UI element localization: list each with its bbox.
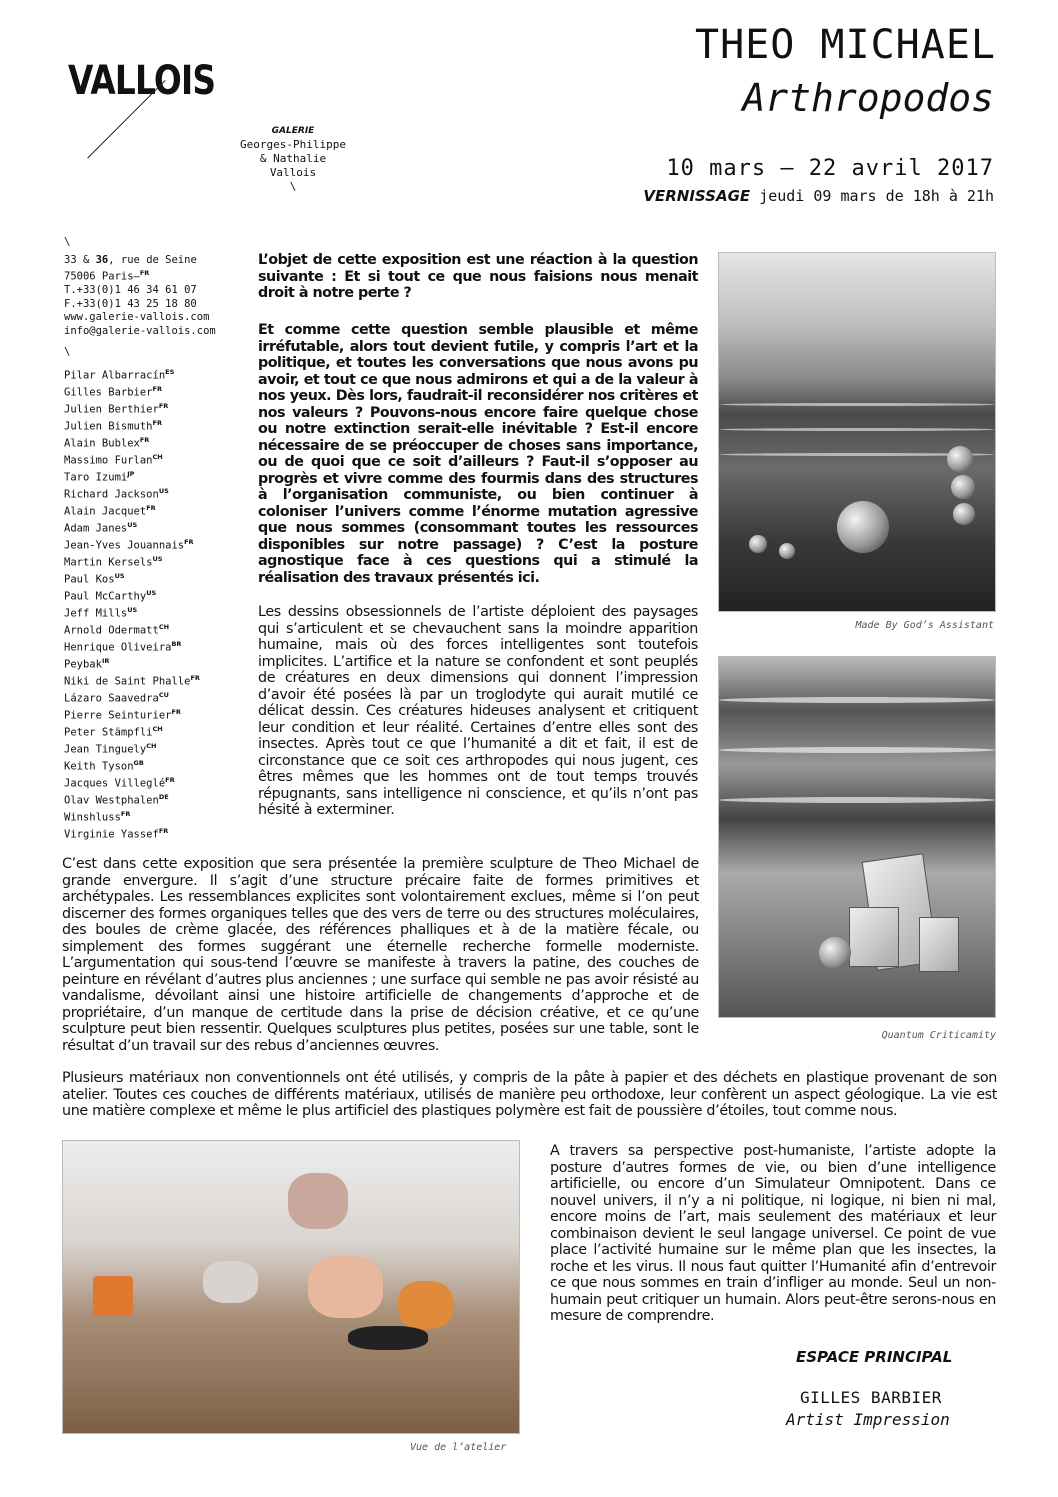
artist-list-item <box>64 366 234 383</box>
artists-list <box>64 366 234 842</box>
vernissage-label: VERNISSAGE <box>643 187 751 205</box>
artist-country-code: CH <box>152 724 163 733</box>
address-line <box>64 254 234 268</box>
artist-list-name: Peter Stämpfli <box>64 726 153 738</box>
artist-list-item <box>64 723 234 740</box>
artist-list-name: Alain Bublex <box>64 437 140 449</box>
artist-list-item <box>64 825 234 842</box>
fax: F.+33(0)1 43 25 18 80 <box>64 297 197 310</box>
artist-list-name: Alain Jacquet <box>64 505 147 517</box>
artist-list-name: Pilar Albarracín <box>64 369 166 381</box>
gallery-owners-block <box>228 124 358 194</box>
artist-country-code: FR <box>152 384 162 393</box>
image1-wave <box>719 403 995 406</box>
image2-wave <box>719 797 995 803</box>
artist-list-item <box>64 400 234 417</box>
studio-object <box>203 1261 258 1303</box>
artist-country-code: FR <box>171 707 181 716</box>
space-label: ESPACE PRINCIPAL <box>796 1348 953 1366</box>
artist-list-name: Paul McCarthy <box>64 590 147 602</box>
artist-country-code: FR <box>158 401 169 410</box>
vernissage-detail: jeudi 09 mars de 18h à 21h <box>759 187 994 205</box>
artist-list-name: Pierre Seinturier <box>64 709 172 721</box>
artist-country-code: FR <box>190 673 200 682</box>
artist-list-item <box>64 536 234 553</box>
image2-block <box>919 917 959 972</box>
artist-list-name: Massimo Furlan <box>64 454 153 466</box>
artist-list-item <box>64 791 234 808</box>
studio-object <box>93 1276 133 1316</box>
artwork-image-made-by-gods-assistant <box>718 252 996 612</box>
artist-list-name: Paul Kos <box>64 573 115 585</box>
address-prefix: 33 & <box>64 253 96 266</box>
artist-list-name: Olav Westphalen <box>64 794 159 806</box>
posthumanist-paragraph: A travers sa perspective post-humaniste, l’artiste adopte la posture d’autres formes de vie, ou bien d’une intelligence artificielle, ou encore d’un Simulateur Omnipotent. Dans ce nouvel univers, il n’y a ni politique, ni logique, ni bien ni mal, encore moins de l’art, mais seulement des matériaux et leur combinaison devient le seul langage universel. Ce point de vue place l’activité humaine sur le même plan que les insectes, la roche et les virus. Il nous faut quitter l’Humanité afin d’entrevoir ce que nous sommes en train d’infliger au monde. Seul un non-humain peut critiquer un humain. Alors peut-être serons-nous en mesure de comprendre. <box>550 1143 996 1324</box>
artist-list-name: Martin Kersels <box>64 556 153 568</box>
artist-country-code: US <box>158 486 169 495</box>
artwork-image-quantum-criticamity <box>718 656 996 1018</box>
caption-image1: Made By God’s Assistant <box>855 620 994 631</box>
image2-wave <box>719 747 995 753</box>
city-line <box>64 267 234 284</box>
artist-list-item <box>64 638 234 655</box>
other-exhibition-title: Artist Impression <box>786 1410 950 1429</box>
artist-list-name: Jeff Mills <box>64 607 128 619</box>
image1-sphere <box>953 503 975 525</box>
artist-list-item <box>64 604 234 621</box>
artist-country-code: ES <box>165 367 175 376</box>
drawings-paragraph: Les dessins obsessionnels de l’artiste déploient des paysages qui s’articulent et se chevauchent sans la moindre apparition humaine, mais où des forces intelligentes sont toutefois implicites. L’artifice et la nature se confondent et sont peuplés de créatures en deux dimensions qui donnent l’impression d’avoir été posées là par un troglodyte qui aurait mutilé ce délicat dessin. Ces créatures hideuses analysent et critiquent leur condition et leur réalité. Certaines d’entre elles sont des insectes. Après tout ce que l’humanité a dit et fait, il est de circonstance que ce soit ces arthropodes qui nous jugent, ces êtres mêmes que les hommes ont de tout temps trouvés répugnants, sans intelligence ni conscience, et qu’ils n’ont pas hésité à exterminer. <box>258 604 698 818</box>
artist-list-item <box>64 485 234 502</box>
artist-list-name: Adam Janes <box>64 522 128 534</box>
artist-list-item <box>64 553 234 570</box>
artist-country-code: IR <box>101 656 110 665</box>
artist-list-name: Peybak <box>64 658 102 670</box>
image1-sphere <box>951 475 975 499</box>
materials-paragraph: Plusieurs matériaux non conventionnels ont été utilisés, y compris de la pâte à papier et des déchets en plastique provenant de son atelier. Toutes ces couches de différents matériaux, utilisés de manière peu orthodoxe, leur confèrent un aspect géologique. La vie est une matière complexe et même le plus artificiel des plastiques polymère est fait de poussière d’étoiles, tout comme nous. <box>62 1070 997 1119</box>
image2-sphere <box>819 937 851 969</box>
image1-sphere <box>749 535 767 553</box>
artist-list-name: Niki de Saint Phalle <box>64 675 191 687</box>
artist-country-code: US <box>114 571 125 580</box>
owners-tick: \ <box>289 180 297 193</box>
artist-country-code: CH <box>158 622 170 631</box>
exhibition-title: Arthropodos <box>742 76 994 120</box>
artist-name: THEO MICHAEL <box>695 22 996 68</box>
artist-list-name: Jacques Villeglé <box>64 777 166 789</box>
artist-country-code: CH <box>146 741 157 750</box>
artist-list-item <box>64 621 234 638</box>
artist-list-name: Jean-Yves Jouannais <box>64 539 185 551</box>
artist-country-code: DE <box>158 792 169 801</box>
artist-country-code: JP <box>127 469 135 478</box>
artist-list-item <box>64 808 234 825</box>
artist-list-item <box>64 740 234 757</box>
image1-sphere <box>837 501 889 553</box>
artist-country-code: US <box>152 554 163 563</box>
artist-country-code: FR <box>165 775 175 784</box>
studio-object <box>398 1281 453 1329</box>
artist-country-code: FR <box>120 809 131 818</box>
artist-list-name: Virginie Yassef <box>64 828 159 840</box>
artist-list-item <box>64 706 234 723</box>
artist-list-name: Jean Tinguely <box>64 743 147 755</box>
artist-country-code: FR <box>139 435 150 444</box>
artist-list-name: Taro Izumi <box>64 471 128 483</box>
studio-object <box>308 1256 383 1318</box>
image2-wave <box>719 697 995 703</box>
artist-list-item <box>64 417 234 434</box>
gallery-logo: VALLOIS <box>68 58 216 104</box>
artist-list-item <box>64 468 234 485</box>
image1-sphere <box>779 543 795 559</box>
artist-list-name: Arnold Odermatt <box>64 624 159 636</box>
artist-list-item <box>64 383 234 400</box>
artist-list-name: Henrique Oliveira <box>64 641 172 653</box>
artist-list-item <box>64 451 234 468</box>
caption-image3: Vue de l’atelier <box>410 1442 507 1453</box>
exhibition-dates: 10 mars – 22 avril 2017 <box>666 156 994 181</box>
artist-country-code: CU <box>158 690 169 699</box>
artist-list-item <box>64 757 234 774</box>
artist-list-item <box>64 689 234 706</box>
intro-paragraph: Et comme cette question semble plausible et même irréfutable, alors tout devient futile, y compris l’art et la politique, et toutes les conversations que nous avons pu avoir, et tout ce que nous admirons et qui a de la valeur à nos yeux. Dès lors, faudrait-il reconsidérer nos critères et nos valeurs ? Pouvons-nous encore faire quelque chose ou notre extinction serait-elle inévitable ? Est-il encore nécessaire de se préoccuper de choses sans importance, ou de quoi que ce soit d’ailleurs ? Faut-il s’opposer au progrès et vivre comme des fourmis dans des structures à l’organisation communiste, ou bien continuer à coloniser l’univers comme l’énorme mutation agressive que nous sommes (consommant toutes les ressources disponibles sur notre passage) ? C’est la posture agnostique face à ces questions qui a stimulé la réalisation des travaux présentés ici. <box>258 322 698 586</box>
artist-list-name: Richard Jackson <box>64 488 159 500</box>
artist-list-item <box>64 655 234 672</box>
artist-country-code: FR <box>158 826 169 835</box>
sidebar <box>64 234 234 842</box>
artist-country-code: US <box>127 605 138 614</box>
artist-list-name: Winshluss <box>64 811 121 823</box>
artist-country-code: FR <box>152 418 162 427</box>
gallery-label: GALERIE <box>271 126 315 136</box>
artist-list-name: Gilles Barbier <box>64 386 153 398</box>
image2-block <box>849 907 899 967</box>
artist-country-code: US <box>127 520 138 529</box>
artists-tick: \ <box>64 346 71 358</box>
owners-line-2: & Nathalie <box>259 152 327 165</box>
owners-line-1: Georges-Philippe <box>240 138 346 151</box>
studio-object <box>348 1326 428 1350</box>
artist-list-item <box>64 570 234 587</box>
artist-list-item <box>64 502 234 519</box>
image1-wave <box>719 428 995 431</box>
artist-list-item <box>64 587 234 604</box>
address-suffix: , rue de Seine <box>108 253 197 266</box>
website-link[interactable]: www.galerie-vallois.com <box>64 311 210 323</box>
other-artist-name: GILLES BARBIER <box>800 1388 942 1407</box>
owners-line-3: Vallois <box>269 166 317 179</box>
artist-list-name: Lázaro Saavedra <box>64 692 159 704</box>
contact-tick: \ <box>64 236 71 248</box>
caption-image2: Quantum Criticamity <box>881 1030 996 1041</box>
artist-list-name: Julien Berthier <box>64 403 159 415</box>
phone: T.+33(0)1 46 34 61 07 <box>64 284 197 296</box>
city-code: FR <box>139 269 150 277</box>
artist-list-item <box>64 519 234 536</box>
artist-list-item <box>64 672 234 689</box>
address-number: 36 <box>95 253 109 266</box>
studio-photo <box>62 1140 520 1434</box>
artist-country-code: US <box>146 588 157 597</box>
sculpture-paragraph: C’est dans cette exposition que sera présentée la première sculpture de Theo Michael de grande envergure. Il s’agit d’une structure précaire faite de formes primitives et archétypales. Les ressemblances explicites sont volontairement exclues, même si l’on peut discerner des formes organiques telles que des vers de terre ou des structures moléculaires, des boules de crème glacée, des références phalliques et à de la matière fécale, ou simplement des formes suggérant une éternelle recherche formelle moderniste. L’argumentation qui sous-tend l’œuvre se manifeste à travers la patine, des couches de peinture en révélant d’autres plus anciennes ; une surface qui semble ne pas avoir résisté au vandalisme, dévoilant ainsi une histoire artificielle de changements d’approche et de propriétaire, d’un manque de certitude dans la prise de décision créative, et ce qu’une sculpture peut bien ressentir. Quelques sculptures plus petites, posées sur une table, sont le résultat d’un travail sur des rebus d’anciennes œuvres. <box>62 856 699 1054</box>
artist-country-code: GB <box>133 758 144 767</box>
artist-list-name: Keith Tyson <box>64 760 134 772</box>
artist-list-item <box>64 774 234 791</box>
artist-country-code: FR <box>146 503 156 512</box>
artist-country-code: FR <box>184 537 194 546</box>
artist-country-code: BR <box>171 639 182 648</box>
studio-object <box>288 1173 348 1229</box>
city: 75006 Paris– <box>64 270 140 283</box>
intro-question: L’objet de cette exposition est une réaction à la question suivante : Et si tout ce que nous faisions nous menait droit à notre perte ? <box>258 252 698 301</box>
artist-list-item <box>64 434 234 451</box>
email-link[interactable]: info@galerie-vallois.com <box>64 324 216 337</box>
artist-country-code: CH <box>152 452 163 461</box>
vernissage-line <box>643 187 994 205</box>
image1-sphere <box>947 446 973 472</box>
artist-list-name: Julien Bismuth <box>64 420 153 432</box>
